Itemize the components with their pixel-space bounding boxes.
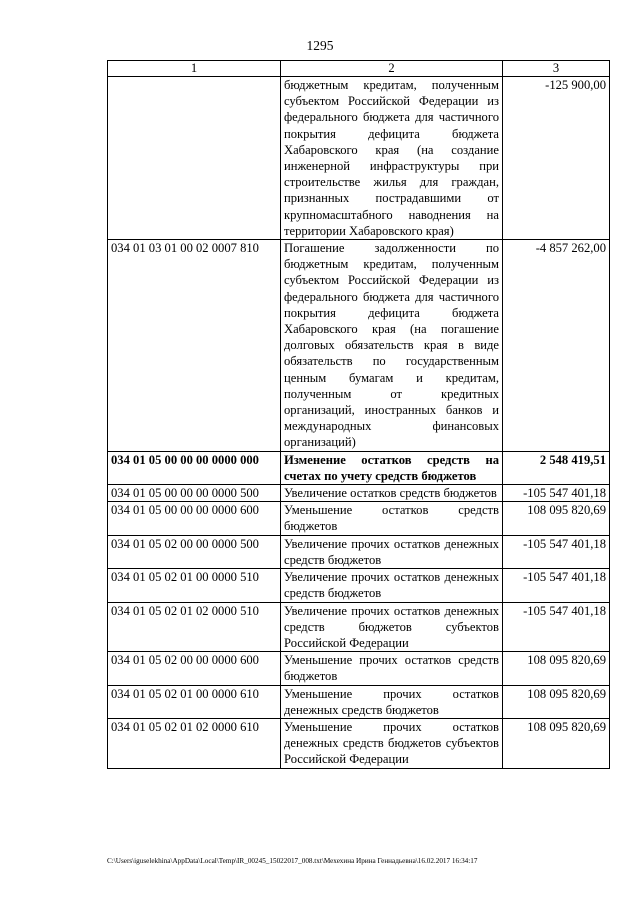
- row-amount: 108 095 820,69: [503, 652, 610, 685]
- row-code: 034 01 05 02 01 00 0000 510: [108, 569, 281, 602]
- column-header-amount: 3: [503, 61, 610, 77]
- budget-table: [107, 60, 610, 769]
- row-code: [108, 77, 281, 240]
- row-amount: -125 900,00: [503, 77, 610, 240]
- row-amount: -105 547 401,18: [503, 535, 610, 568]
- row-description: Погашение задолженности по бюджетным кредитам, полученным субъектом Российской Федерации из федерального бюджета для частичного покрытия дефицита бюджета Хабаровского края (на погашение долговых обязательств края в виде обязательств по государственным ценным бумагам и кредитам, полученным от кредитных организаций, иностранных банков и международных финансовых организаций): [281, 240, 503, 452]
- row-amount: -105 547 401,18: [503, 485, 610, 502]
- table-row: [108, 718, 610, 768]
- table-row: [108, 502, 610, 535]
- table-row: [108, 652, 610, 685]
- file-path-footer: C:\Users\iguselekhina\AppData\Local\Temp\IR_00245_15022017_008.txt\Мехехина Ирина Геннадьевна\16.02.2017 16:34:17: [107, 857, 478, 865]
- row-description: Увеличение прочих остатков денежных средств бюджетов субъектов Российской Федерации: [281, 602, 503, 652]
- row-description: Уменьшение прочих остатков денежных средств бюджетов субъектов Российской Федерации: [281, 718, 503, 768]
- row-amount: 108 095 820,69: [503, 718, 610, 768]
- table-row: [108, 240, 610, 452]
- table-row: [108, 535, 610, 568]
- table-row: [108, 77, 610, 240]
- row-amount: -105 547 401,18: [503, 569, 610, 602]
- row-code: 034 01 05 02 01 00 0000 610: [108, 685, 281, 718]
- row-description: Увеличение прочих остатков денежных средств бюджетов: [281, 535, 503, 568]
- table-row: [108, 602, 610, 652]
- table-row: [108, 569, 610, 602]
- table-row: [108, 685, 610, 718]
- table-header-row: [108, 61, 610, 77]
- row-amount: 2 548 419,51: [503, 451, 610, 484]
- row-description: Изменение остатков средств на счетах по учету средств бюджетов: [281, 451, 503, 484]
- row-code: 034 01 05 02 01 02 0000 610: [108, 718, 281, 768]
- row-description: Уменьшение прочих остатков средств бюджетов: [281, 652, 503, 685]
- row-amount: -4 857 262,00: [503, 240, 610, 452]
- page-number: 1295: [306, 38, 334, 53]
- row-amount: 108 095 820,69: [503, 502, 610, 535]
- table-row-total: [108, 451, 610, 484]
- row-amount: 108 095 820,69: [503, 685, 610, 718]
- row-code: 034 01 05 02 00 00 0000 500: [108, 535, 281, 568]
- row-code: 034 01 05 00 00 00 0000 500: [108, 485, 281, 502]
- column-header-description: 2: [281, 61, 503, 77]
- row-description: Увеличение остатков средств бюджетов: [281, 485, 503, 502]
- row-code: 034 01 03 01 00 02 0007 810: [108, 240, 281, 452]
- row-code: 034 01 05 00 00 00 0000 000: [108, 451, 281, 484]
- row-description: Уменьшение остатков средств бюджетов: [281, 502, 503, 535]
- row-description: Увеличение прочих остатков денежных средств бюджетов: [281, 569, 503, 602]
- row-amount: -105 547 401,18: [503, 602, 610, 652]
- row-code: 034 01 05 00 00 00 0000 600: [108, 502, 281, 535]
- row-code: 034 01 05 02 01 02 0000 510: [108, 602, 281, 652]
- table-row: [108, 485, 610, 502]
- column-header-code: 1: [108, 61, 281, 77]
- row-description: Уменьшение прочих остатков денежных средств бюджетов: [281, 685, 503, 718]
- row-description: бюджетным кредитам, полученным субъектом Российской Федерации из федерального бюджета для частичного покрытия дефицита бюджета Хабаровского края (на создание инженерной инфраструктуры при строительстве жилья для граждан, признанных пострадавшими от крупномасштабного наводнения на территории Хабаровского края): [281, 77, 503, 240]
- row-code: 034 01 05 02 00 00 0000 600: [108, 652, 281, 685]
